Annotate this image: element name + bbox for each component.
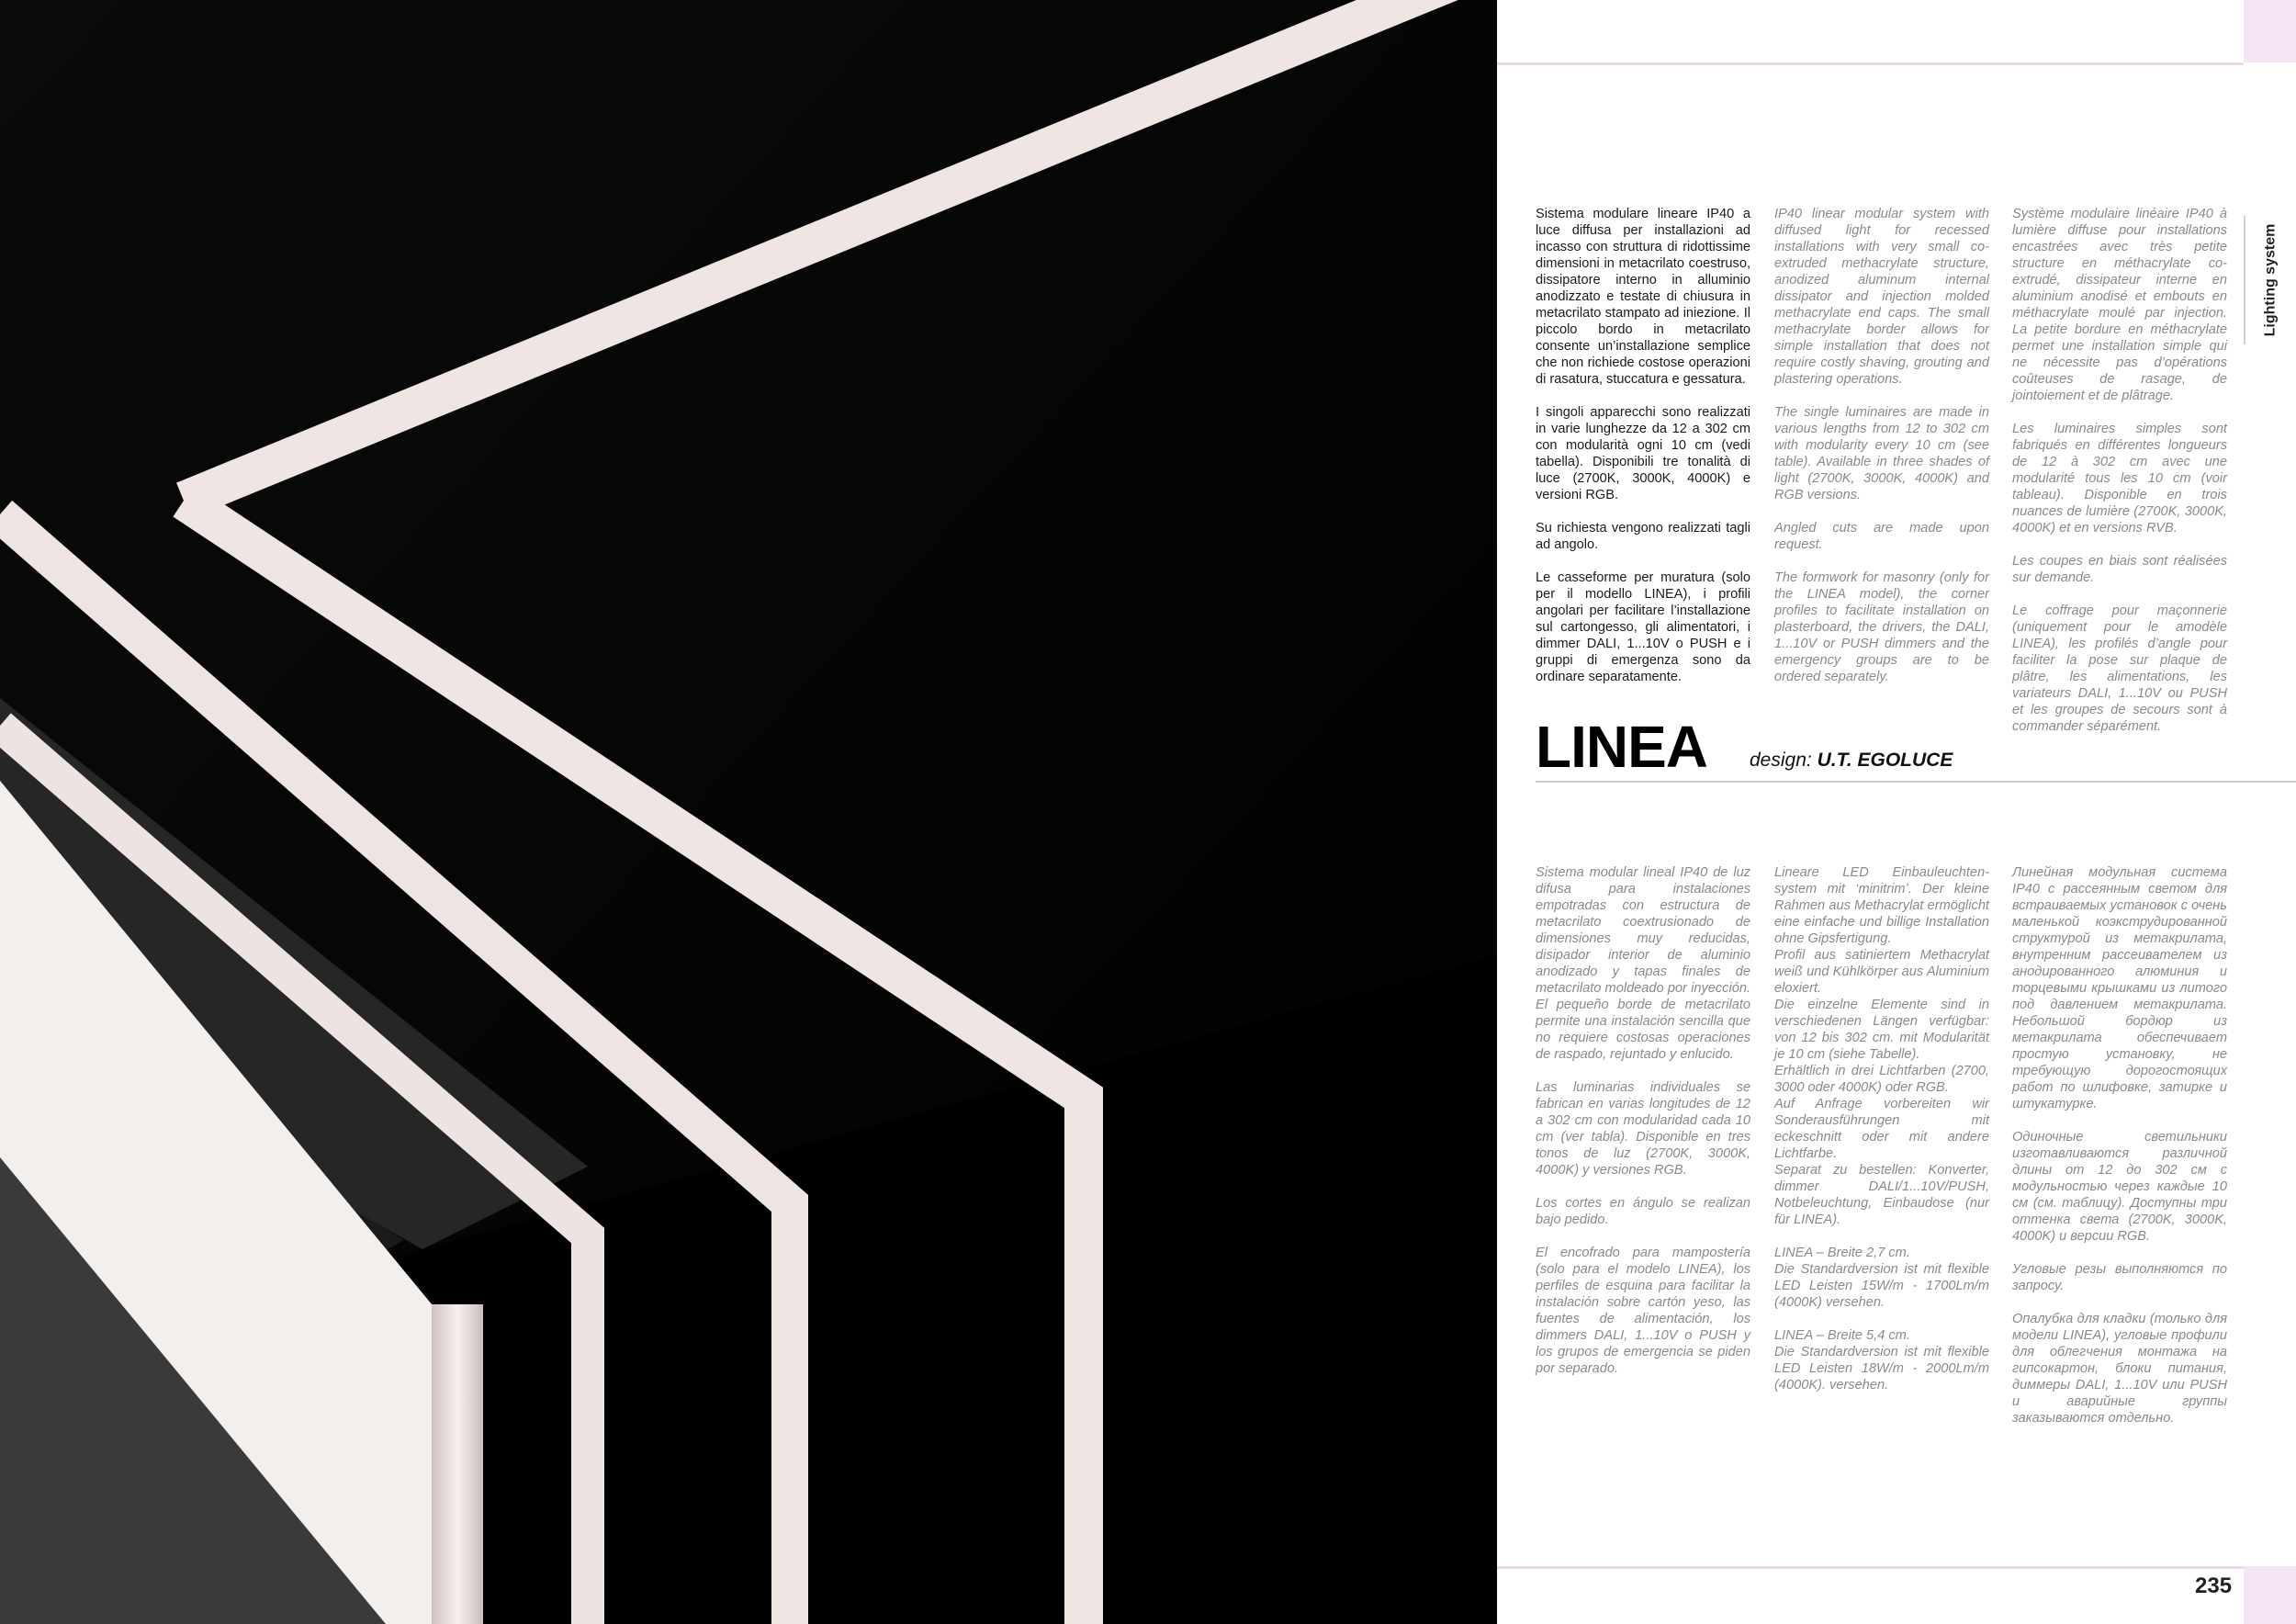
top-rule [1497, 62, 2244, 65]
designer-name: U.T. EGOLUCE [1817, 750, 1953, 771]
text-french: Système modulaire linéaire IP40 à lumière diffuse pour installations encastrées avec très petite structure en méthacrylate co-extrudé, dissipateur interne en aluminium anodisé et embouts en méthacrylate moulé par injection. La petite bordure en méthacrylate permet une installation simple qui ne nécessite pas d’opérations coûteuses de rasage, de jointoiement et de plâtrage. Les luminaires simples sont fabriqués en différentes longueurs de 12 à 302 cm avec une modularité tous les 10 cm (voir tableau). Disponible en trois nuances de lumière (2700K, 3000K, 4000K) et en versions RVB. Les coupes en biais sont réalisées sur demande. Le coffrage pour maçonnerie (uniquement pour le amodèle LINEA), les profilés d’angle pour faciliter la pose sur plaque de plâtre, les alimentations, les variateurs DALI, 1...10V ou PUSH et les groupes de secours sont à commander séparément. [2012, 207, 2227, 734]
text-italian: Sistema modulare lineare IP40 a luce diffusa per installazioni ad incasso con struttura di ridottissime dimensioni in metacrilato coestruso, dissipatore interno in alluminio anodizzato e testate di chiusura in metacrilato stampato ad iniezione. Il piccolo bordo in metacrilato consente un’installazione semplice che non richiede costose operazioni di rasatura, stuccatura e gessatura. I singoli apparecchi sono realizzati in varie lunghezze da 12 a 302 cm con modularità ogni 10 cm (vedi tabella). Disponibili tre tonalità di luce (2700K, 3000K, 4000K) e versioni RGB. Su richiesta vengono realizzati tagli ad angolo. Le casseforme per muratura (solo per il modello LINEA), i profili angolari per facilitare l’installazione sul cartongesso, gli alimentatori, i dimmer DALI, 1...10V o PUSH e i gruppi di emergenza sono da ordinare separatamente. [1536, 207, 1750, 684]
bottom-accent-bar [2244, 1566, 2296, 1624]
text-german: Lineare LED Einbauleuchten-system mit ‘minitrim’. Der kleine Rahmen aus Methacrylat ermöglicht eine einfache und billige Installation ohne Gipsfertigung. Profil aus satiniertem Methacrylat weiß und Kühlkörper aus Aluminium eloxiert. Die einzelne Elemente sind in verschiedenen Längen verfügbar: von 12 bis 302 cm. mit Modularität je 10 cm (siehe Tabelle). Erhältlich in drei Lichtfarben (2700, 3000 oder 4000K) oder RGB. Auf Anfrage vorbereiten wir Sonderausführungen mit eckeschnitt oder mit andere Lichtfarbe. Separat zu bestellen: Konverter, dimmer DALI/1...10V/PUSH, Notbeleuchtung, Einbaudose (nur für LINEA). LINEA – Breite 2,7 cm. Die Standardversion ist mit flexible LED Leisten 15W/m - 1700Lm/m (4000K) versehen. LINEA – Breite 5,4 cm. Die Standardversion ist mit flexible LED Leisten 18W/m - 2000Lm/m (4000K). versehen. [1774, 865, 1989, 1393]
text-english: IP40 linear modular system with diffused light for recessed installations with very small co-extruded methacrylate structure, anodized aluminum internal dissipator and injection molded methacrylate end caps. The small methacrylate border allows for simple installation that does not require costly shaving, grouting and plastering operations. The single luminaires are made in various lengths from 12 to 302 cm with modularity every 10 cm (see table). Available in three shades of light (2700K, 3000K, 4000K) and RGB versions. Angled cuts are made upon request. The formwork for masonry (only for the LINEA model), the corner profiles to facilitate installation on plasterboard, the drivers, the DALI, 1...10V or PUSH dimmers and the emergency groups are to be ordered separately. [1774, 207, 1989, 684]
top-accent-bar [2244, 0, 2296, 62]
bottom-rule [1497, 1566, 2244, 1569]
text-spanish: Sistema modular lineal IP40 de luz difusa para instalaciones empotradas con estructura de metacrilato coextrusionado de dimensiones muy reducidas, disipador interior de aluminio anodizado y tapas finales de metacrilato moldeado por inyección. El pequeño borde de metacrilato permite una instalación sencilla que no requiere costosas operaciones de raspado, rejuntado y enlucido. Las luminarias individuales se fabrican en varias longitudes de 12 a 302 cm con modularidad cada 10 cm (ver tabla). Disponible en tres tonos de luz (2700K, 3000K, 4000K) y versiones RGB. Los cortes en ángulo se realizan bajo pedido. El encofrado para mampostería (solo para el modelo LINEA), los perfiles de esquina para facilitar la instalación sobre cartón yeso, las fuentes de alimentación, los dimmers DALI, 1...10V o PUSH y los grupos de emergencia se piden por separado. [1536, 865, 1750, 1376]
section-label-text: Lighting system [2262, 223, 2278, 337]
title-rule [1536, 781, 2296, 783]
product-title: LINEA [1536, 714, 1707, 780]
designer-credit [1750, 750, 1953, 772]
design-prefix: design: [1750, 750, 1812, 771]
text-russian: Линейная модульная система IP40 с рассеянным светом для встраиваемых установок с очень маленькой коэкструдированной структурой из метакрилата, внутренним рассеивателем из анодированного алюминия и торцевыми крышками из литого под давлением метакрилата. Небольшой бордюр из метакрилата обеспечивает простую установку, не требующую дорогостоящих работ по шлифовке, затирке и штукатурке. Одиночные светильники изготавливаются различной длины от 12 до 302 см с модульностью через каждые 10 см (см. таблицу). Доступны три оттенка света (2700K, 3000K, 4000K) и версии RGB. Угловые резы выполняются по запросу. Опалубка для кладки (только для модели LINEA), угловые профили для облегчения монтажа на гипсокартон, блоки питания, диммеры DALI, 1...10V или PUSH и аварийные группы заказываются отдельно. [2012, 865, 2227, 1426]
section-label [2243, 216, 2296, 344]
page-number: 235 [2195, 1573, 2233, 1598]
